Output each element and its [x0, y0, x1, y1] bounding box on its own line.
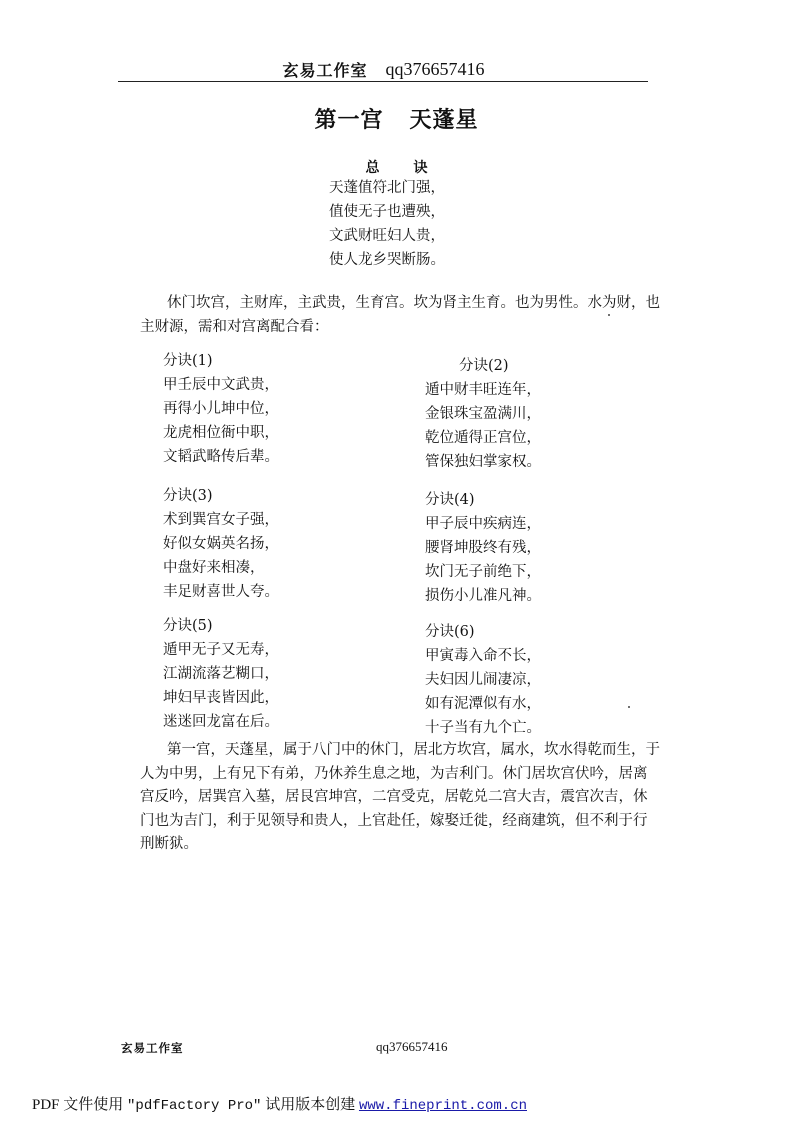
- sub-verse-line: 夫妇因儿闹凄凉，: [425, 672, 541, 688]
- sub-verse-line: 术到巽宫女子强，: [163, 512, 279, 528]
- sub-verse-line: 坤妇早丧皆因此，: [163, 690, 279, 706]
- sub-verse-2: [425, 354, 625, 474]
- sub-verse-line: 十子当有九个亡。: [425, 720, 541, 736]
- sub-verse-label: 分诀(4): [425, 492, 475, 508]
- sub-verse-line: 丰足财喜世人夸。: [163, 584, 279, 600]
- scan-speck: [628, 706, 630, 708]
- sub-verse-line: 腰肾坤股终有残，: [425, 540, 541, 556]
- sub-verse-line: 甲子辰中疾病连，: [425, 516, 541, 532]
- summary-line: 天蓬值符北门强，: [329, 180, 445, 196]
- title-palace: 第一宫: [314, 107, 384, 133]
- sub-verse-label: 分诀(3): [163, 488, 213, 504]
- page-title: [0, 103, 793, 134]
- sub-verse-5: [163, 614, 363, 734]
- summary-line: 值使无子也遭殃，: [329, 204, 445, 220]
- sub-verse-label: 分诀(5): [163, 618, 213, 634]
- summary-line: 使人龙乡哭断肠。: [329, 252, 445, 268]
- fineprint-link[interactable]: www.fineprint.com.cn: [358, 1098, 527, 1114]
- sub-verse-line: 甲壬辰中文武贵，: [163, 377, 279, 393]
- sub-verse-line: 再得小儿坤中位，: [163, 401, 279, 417]
- sub-verse-line: 遁中财丰旺连年，: [425, 382, 541, 398]
- main-paragraph: 第一宫，天蓬星，属于八门中的休门，居北方坎宫，属水，坎水得乾而生，于人为中男，上有兄下有弟，乃休养生息之地，为吉利门。休门居坎宫伏吟，居离宫反吟，居巽宫入墓，居艮宫坤宫，二宫受克，居乾兑二宫大吉，震宫次吉，休门也为吉门，利于见领导和贵人，上官赴任，嫁娶迁徙，经商建筑，但不利于行刑断狱。: [140, 742, 660, 853]
- header-divider: [118, 81, 648, 82]
- summary-line: 文武财旺妇人贵，: [329, 228, 445, 244]
- summary-heading-a: 总: [365, 160, 380, 176]
- sub-verse-3: [163, 484, 363, 604]
- header-qq-number: qq376657416: [385, 58, 485, 79]
- pdf-notice-prefix: PDF 文件使用: [32, 1097, 128, 1113]
- sub-verse-4: [425, 488, 625, 608]
- summary-heading-b: 诀: [413, 160, 428, 176]
- intro-paragraph: 休门坎宫，主财库，主武贵，生育宫。坎为肾主生育。也为男性。水为财，也主财源，需和对宫离配合看：: [140, 295, 660, 335]
- sub-verse-label: 分诀(2): [459, 358, 509, 374]
- sub-verse-line: 甲寅毒入命不长，: [425, 648, 541, 664]
- page-header: [120, 56, 647, 82]
- sub-verse-line: 金银珠宝盈满川，: [425, 406, 541, 422]
- header-studio-name: 玄易工作室: [282, 60, 368, 80]
- title-star: 天蓬星: [409, 107, 479, 133]
- footer-qq-number: qq376657416: [376, 1039, 448, 1054]
- sub-verse-1: [163, 349, 363, 469]
- sub-verse-line: 管保独妇掌家权。: [425, 454, 541, 470]
- pdf-creation-notice: [32, 1093, 772, 1114]
- summary-verse: [329, 176, 529, 272]
- sub-verse-line: 乾位遁得正宫位，: [425, 430, 541, 446]
- sub-verse-line: 迷迷回龙富在后。: [163, 714, 279, 730]
- sub-verse-line: 龙虎相位衙中职，: [163, 425, 279, 441]
- sub-verse-label: 分诀(1): [163, 353, 213, 369]
- summary-heading: [0, 157, 793, 177]
- pdf-notice-suffix: 试用版本创建: [261, 1097, 359, 1113]
- sub-verse-line: 文韬武略传后辈。: [163, 449, 279, 465]
- sub-verse-line: 损伤小儿准凡神。: [425, 588, 541, 604]
- footer-studio-name: 玄易工作室: [121, 1041, 184, 1055]
- sub-verse-label: 分诀(6): [425, 624, 475, 640]
- sub-verse-6: [425, 620, 625, 740]
- sub-verse-line: 江湖流落艺糊口，: [163, 666, 279, 682]
- sub-verse-line: 好似女娲英名扬，: [163, 536, 279, 552]
- scan-speck: [608, 314, 610, 316]
- sub-verse-line: 中盘好来相凑，: [163, 560, 265, 576]
- sub-verse-line: 坎门无子前绝下，: [425, 564, 541, 580]
- sub-verse-line: 遁甲无子又无寿，: [163, 642, 279, 658]
- pdf-notice-product: "pdfFactory Pro": [127, 1098, 262, 1114]
- sub-verse-line: 如有泥潭似有水，: [425, 696, 541, 712]
